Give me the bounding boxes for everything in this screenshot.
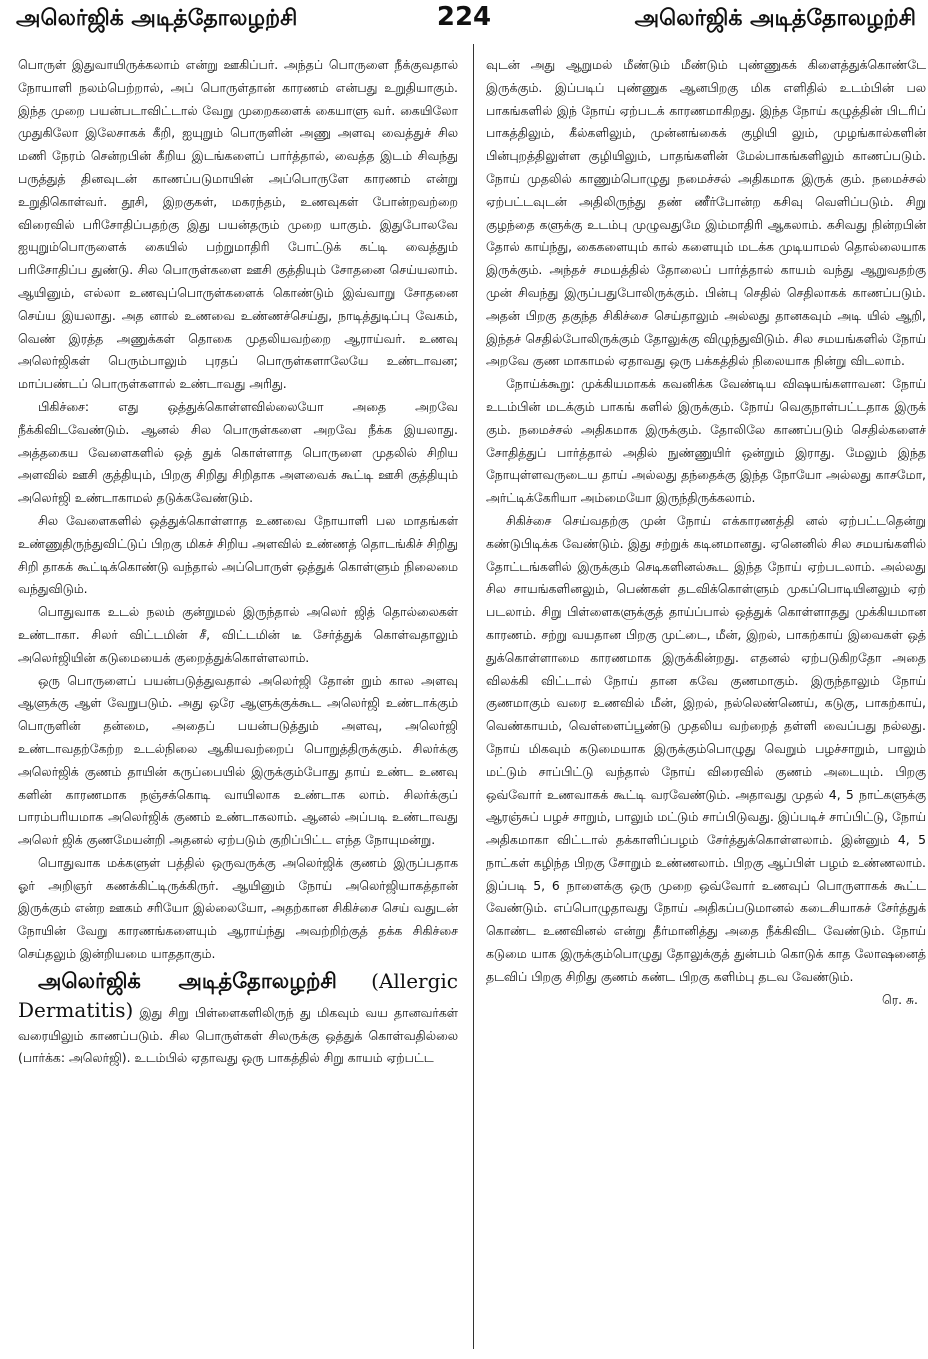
- page-header: [0, 0, 928, 44]
- paragraph: ஒரு பொருளைப் பயன்படுத்துவதால் அலெர்ஜி தோன் றும் கால அளவு ஆளுக்கு ஆள் வேறுபடும். அது ஒரே ஆளுக்குக்கூட அலெர்ஜி உண்டாக்கும் பொருளின் தன்மை, அதைப் பயன்படுத்தும் அளவு, அலெர்ஜி உண்டாவதற்கேற்ற உடல்நிலை ஆகியவற்றைப் பொறுத்திருக்கும். சிலர்க்கு அலெர்ஜிக் குணம் தாயின் கருப்பையில் இருக்கும்போது தாய் உண்ட உணவு களின் காரணமாக நஞ்சக்கொடி வாயிலாக உண்டாக லாம். சிலர்க்குப் பாரம்பரியமாக அலெர்ஜிக் குணம் உண்டாகலாம். ஆனல் அப்படி உண்டாவது அலெர் ஜிக் குணமேயன்றி அதனல் ஏற்படும் குறிப்பிட்ட எந்த நோயுமன்று.: [18, 672, 458, 848]
- section-entry: [18, 966, 458, 1070]
- section-title-tamil: அலெர்ஜிக் அடித்தோலழற்சி: [38, 968, 337, 993]
- paragraph: நோய்க்கூறு: முக்கியமாகக் கவனிக்க வேண்டிய விஷயங்களாவன: நோய் உடம்பின் மடக்கும் பாகங் களில் இருக்கும். நோய் வெகுநாள்பட்டதாக இருக் கும். நமைச்சல் அதிகமாக இருக்கும். தோலிலே காணப்படும் செதில்களைச் சோதித்துப் பார்த்தால் அதில் நுண்ணுயிர் ஒன்றும் இராது. மேலும் இந்த நோயுள்ளவருடைய தாய் அல்லது தந்தைக்கு இந்த நோயோ அல்லது காசமோ, அர்ட்டிக்கேரியா அம்மையோ இருந்திருக்கலாம்.: [486, 376, 926, 506]
- right-column: [486, 54, 926, 1354]
- paragraph: பொருள் இதுவாயிருக்கலாம் என்று ஊகிப்பர். அந்தப் பொருளை நீக்குவதால் நோயாளி நலம்பெற்றால், அப் பொருள்தான் காரணம் என்பது உறுதியாகும். இந்த முறை பயன்படாவிட்டால் வேறு முறைகளைக் கையாளு வர். கையிலோ முதுகிலோ இலேசாகக் கீறி, ஐயுறும் பொருளின் அணு அளவு வைத்துச் சில மணி நேரம் சென்றபின் கீறிய இடங்களைப் பார்த்தால், வைத்த இடம் சிவந்து பருத்துத் தினவுடன் காணப்படுமாயின் அப்பொருளே காரணம் என்று உறுதிகொள்வர். தூசி, இறகுகள், மகரந்தம், உணவுகள் போன்றவற்றை விரைவில் பரிசோதிப்பதற்கு இது பயன்தரும் முறை யாகும். இதுபோலவே ஐயுறும்பொருளைக் கையில் பற்றுமாதிரி போட்டுக் கட்டி வைத்தும் பரிசோதிப்ப துண்டு. சில பொருள்களை ஊசி குத்தியும் சோதனை செய்யலாம். ஆயினும், எல்லா உணவுப்பொருள்களைக் கொண்டும் இவ்வாறு சோதனை செய்ய இயலாது. அத னால் உணவை உண்ணச்செய்து, நாடித்துடிப்பு வேகம், வெண் இரத்த அணுக்கள் தொகை முதலியவற்றை ஆராய்வர். உணவு அலெர்ஜிகள் பெரும்பாலும் புரதப் பொருள்களாலேயே உண்டாவன; மாப்பண்டப் பொருள்களால் உண்டாவது அரிது.: [18, 57, 458, 392]
- paragraph: பொதுவாக உடல் நலம் குன்றுமல் இருந்தால் அலெர் ஜித் தொல்லைகள் உண்டாகா. சிலர் விட்டமின் சீ, விட்டமின் டீ சேர்த்துக் கொள்வதாலும் அலெர்ஜியின் கடுமையைக் குறைத்துக்கொள்ளலாம்.: [18, 604, 458, 665]
- author-signature: ரெ. சு.: [882, 991, 918, 1007]
- page-number: 224: [436, 2, 492, 32]
- running-title-left: அலெர்ஜிக் அடித்தோலழற்சி: [16, 6, 298, 31]
- paragraph: சிகிச்சை செய்வதற்கு முன் நோய் எக்காரணத்தி னல் ஏற்பட்டதென்று கண்டுபிடிக்க வேண்டும். இது சற்றுக் கடினமானது. ஏனெனில் சில சமயங்களில் தோட்டங்களில் இருக்கும் செடிகளினல்கூட இந்த நோய் ஏற்படலாம். அல்லது சில சாயங்களினலும், பெண்கள் தடவிக்கொள்ளும் முகப்பொடியினலும் ஏற் படலாம். சிறு பிள்ளைகளுக்குத் தாய்ப்பால் ஒத்துக் கொள்ளாதது முக்கியமான காரணம். சற்று வயதான பிறகு முட்டை, மீன், இறல், பாகற்காய் இவைகள் ஒத் துக்கொள்ளாமை காரணமாக இருக்கின்றது. எதனல் ஏற்படுகிறதோ அதை விலக்கி விட்டால் நோய் தான கவே குணமாகும். இருந்தாலும் நோய் குணமாகும் வரை உணவில் மீன், இறல், நல்லெண்ணெய், கடுகு, பாகற்காய், வெண்காயம், வெள்ளைப்பூண்டு முதலிய வற்றைத் தள்ளி வைப்பது நல்லது. நோய் மிகவும் கடுமையாக இருக்கும்பொழுது வெறும் பழச்சாறும், பாலும் மட்டும் சாப்பிட்டு வந்தால் நோய் விரைவில் குணம் அடையும். பிறகு ஒவ்வோர் உணவாகக் கூட்டி வரவேண்டும். அதாவது முதல் 4, 5 நாட்களுக்கு ஆரஞ்சுப் பழச் சாறும், பாலும் மட்டும் சாப்பிடுவது. இப்படிச் சாப்பிட்டு, நோய் அதிகமாகா விட்டால் தக்காளிப்பழம் சேர்த்துக்கொள்ளலாம். இன்னும் 4, 5 நாட்கள் கழிந்த பிறகு சோறும் உண்ணலாம். பிறகு ஆப்பிள் பழம் உண்ணலாம். இப்படி 5, 6 நாளைக்கு ஒரு முறை ஒவ்வோர் உணவுப் பொருளாகக் கூட்ட வேண்டும். எப்பொழுதாவது நோய் அதிகப்படுமானல் கடைசியாகச் சேர்த்துக் கொண்ட உணவினல் என்று தீர்மானித்து அதை நீக்கிவிட வேண்டும். நோய் கடுமை யாக இருக்கும்பொழுது தோலுக்குத் துன்பம் கொடுக் காத லோஷனைத் தடவிப் பிறகு சிறிது குணம் கண்ட பிறகு களிம்பு தடவ வேண்டும்.: [486, 512, 926, 984]
- section-title-english: (Allergic Dermatitis): [18, 968, 458, 1022]
- running-title-right: அலெர்ஜிக் அடித்தோலழற்சி: [634, 6, 916, 31]
- paragraph: பிகிச்சை: எது ஒத்துக்கொள்ளவில்லையோ அதை அறவே நீக்கிவிடவேண்டும். ஆனல் சில பொருள்களை அறவே நீக்க இயலாது. அத்தகைய வேளைகளில் ஒத் துக் கொள்ளாத பொருளை முதலில் சிறிய அளவில் ஊசி குத்தியும், பிறகு சிறிது சிறிதாக அளவைக் கூட்டி ஊசி குத்தியும் அலெர்ஜி உண்டாகாமல் தடுக்கவேண்டும்.: [18, 398, 458, 506]
- paragraph: வுடன் அது ஆறுமல் மீண்டும் மீண்டும் புண்ணுகக் கிளைத்துக்கொண்டே இருக்கும். இப்படிப் புண்ணுக ஆனபிறகு மிக எளிதில் உடம்பின் பல பாகங்களில் இந் நோய் ஏற்படக் காரணமாகிறது. இந்த நோய் கழுத்தின் பிடரிப் பாகத்திலும், கீல்களிலும், முன்னங்கைக் குழியி லும், முழங்கால்களின் பின்புறத்திலுள்ள குழியிலும், பாதங்களின் மேல்பாகங்களிலும் காணப்படும். நோய் முதலில் காணும்பொழுது நமைச்சல் அதிகமாக இருக் கும். நமைச்சல் ஏற்பட்டவுடன் அதிலிருந்து தண் ணீர்போன்ற கசிவு வெளிப்படும். சிறு குழந்தை களுக்கு உடம்பு முழுவதுமே இம்மாதிரி ஆகலாம். கசிவது நின்றபின் தோல் காய்ந்து, கைகளையும் கால் களையும் மடக்க முடியாமல் தொல்லையாக இருக்கும். அந்தச் சமயத்தில் தோலைப் பார்த்தால் காயம் வந்து ஆறுவதற்கு முன் சிவந்து இருப்பதுபோலிருக்கும். பின்பு செதில் செதிலாகக் காணப்படும். அதன் பிறகு தகுந்த சிகிச்சை செய்தாலும் அல்லது தானகவும் அடி யில் ஆறி, இந்தச் செதில்போலிருக்கும் தோலுக்கு விழுந்துவிடும். சில சமயங்களில் நோய் அறவே குண மாகாமல் ஏதாவது ஒரு பக்கத்தில் நிலையாக நின்று விடலாம்.: [486, 57, 926, 369]
- column-divider: [473, 44, 474, 1349]
- paragraph: இது சிறு பிள்ளைகளிலிருந் து மிகவும் வய தானவர்கள் வரையிலும் காணப்படும். சில பொருள்கள் சிலருக்கு ஒத்துக் கொள்வதில்லை (பார்க்க: அலெர்ஜி). உடம்பில் ஏதாவது ஒரு பாகத்தில் சிறு காயம் ஏற்பட்ட: [18, 1004, 458, 1066]
- paragraph: பொதுவாக மக்களுள் பத்தில் ஒருவருக்கு அலெர்ஜிக் குணம் இருப்பதாக ஓர் அறிஞர் கணக்கிட்டிருக்கிருர். ஆயினும் நோய் அலெர்ஜியாகத்தான் இருக்கும் என்ற ஊகம் சரியோ இல்லையோ, அதற்கான சிகிச்சை செய் வதுடன் நோயின் வேறு காரணங்களையும் ஆராய்ந்து அவற்றிற்குத் தக்க சிகிச்சை செய்தலும் இன்றியமை யாததாகும்.: [18, 854, 458, 962]
- paragraph: சில வேளைகளில் ஒத்துக்கொள்ளாத உணவை நோயாளி பல மாதங்கள் உண்ணுதிருந்துவிட்டுப் பிறகு மிகச் சிறிய அளவில் உண்ணத் தொடங்கிச் சிறிது சிறி தாகக் கூட்டிக்கொண்டு வந்தால் அப்பொருள் ஒத்துக் கொள்ளும் நிலைமை வந்துவிடும்.: [18, 512, 458, 597]
- left-column: [18, 54, 458, 1354]
